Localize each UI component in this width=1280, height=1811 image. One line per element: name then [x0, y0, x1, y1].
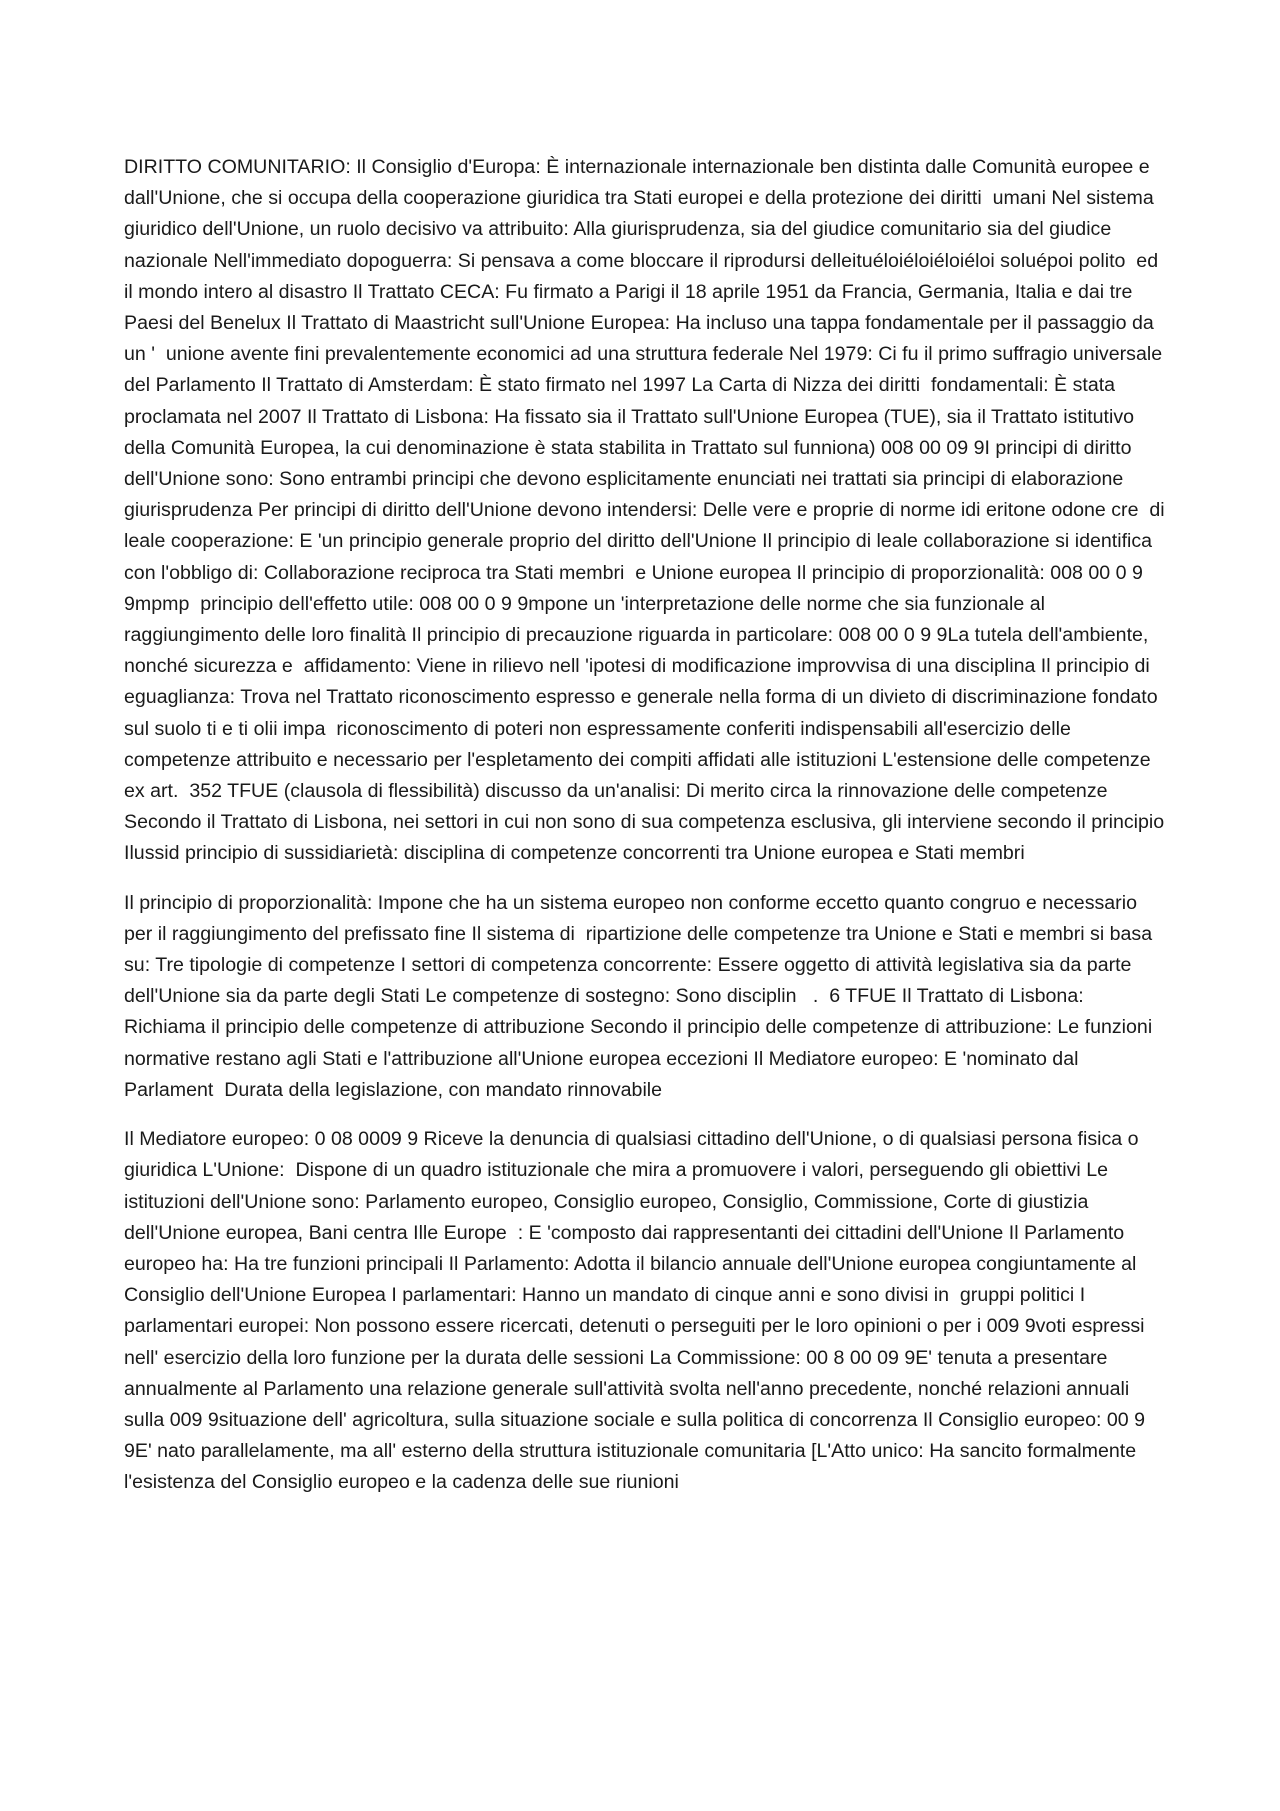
paragraph-1: DIRITTO COMUNITARIO: Il Consiglio d'Europa: È internazionale internazionale ben distinta dalle Comunità europee e dall'Unione, che si occupa della cooperazione giuridica tra Stati europei e della protezione dei diritti umani Nel sistema giuridico dell'Unione, un ruolo decisivo va attribuito: Alla giurisprudenza, sia del giudice comunitario sia del giudice nazionale Nell'immediato dopoguerra: Si pensava a come bloccare il riprodursi delleituéloiéloiéloiéloi soluépoi polito ed il mondo intero al disastro Il Trattato CECA: Fu firmato a Parigi il 18 aprile 1951 da Francia, Germania, Italia e dai tre Paesi del Benelux Il Trattato di Maastricht sull'Unione Europea: Ha incluso una tappa fondamentale per il passaggio da un ' unione avente fini prevalentemente economici ad una struttura federale Nel 1979: Ci fu il primo suffragio universale del Parlamento Il Trattato di Amsterdam: È stato firmato nel 1997 La Carta di Nizza dei diritti fondamentali: È stata proclamata nel 2007 Il Trattato di Lisbona: Ha fissato sia il Trattato sull'Unione Europea (TUE), sia il Trattato istitutivo della Comunità Europea, la cui denominazione è stata stabilita in Trattato sul funniona) 008 00 09 9I principi di diritto dell'Unione sono: Sono entrambi principi che devono esplicitamente enunciati nei trattati sia principi di elaborazione giurisprudenza Per principi di diritto dell'Unione devono intendersi: Delle vere e proprie di norme idi eritone odone cre di leale cooperazione: E 'un principio generale proprio del diritto dell'Unione Il principio di leale collaborazione si identifica con l'obbligo di: Collaborazione reciproca tra Stati membri e Unione europea Il principio di proporzionalità: 008 00 0 9 9mpmp principio dell'effetto utile: 008 00 0 9 9mpone un 'interpretazione delle norme che sia funzionale al raggiungimento delle loro finalità Il principio di precauzione riguarda in particolare: 008 00 0 9 9La tutela dell'ambiente, nonché sicurezza e affidamento: Viene in rilievo nell 'ipotesi di modificazione improvvisa di una disciplina Il principio di eguaglianza: Trova nel Trattato riconoscimento espresso e generale nella forma di un divieto di discriminazione fondato sul suolo ti e ti olii impa riconoscimento di poteri non espressamente conferiti indispensabili all'esercizio delle competenze attribuito e necessario per l'espletamento dei compiti affidati alle istituzioni L'estensione delle competenze ex art. 352 TFUE (clausola di flessibilità) discusso da un'analisi: Di merito circa la rinnovazione delle competenze Secondo il Trattato di Lisbona, nei settori in cui non sono di sua competenza esclusiva, gli interviene secondo il principio Ilussid principio di sussidiarietà: disciplina di competenze concorrenti tra Unione europea e Stati membri: [124, 156, 1171, 865]
paragraph-3: Il Mediatore europeo: 0 08 0009 9 Riceve la denuncia di qualsiasi cittadino dell'Unione, o di qualsiasi persona fisica o giuridica L'Unione: Dispone di un quadro istituzionale che mira a promuovere i valori, perseguendo gli obiettivi Le istituzioni dell'Unione sono: Parlamento europeo, Consiglio europeo, Consiglio, Commissione, Corte di giustizia dell'Unione europea, Bani centra Ille Europe : E 'composto dai rappresentanti dei cittadini dell'Unione Il Parlamento europeo ha: Ha tre funzioni principali Il Parlamento: Adotta il bilancio annuale dell'Unione europea congiuntamente al Consiglio dell'Unione Europea I parlamentari: Hanno un mandato di cinque anni e sono divisi in gruppi politici I parlamentari europei: Non possono essere ricercati, detenuti o perseguiti per le loro opinioni o per i 009 9voti espressi nell' esercizio della loro funzione per la durata delle sessioni La Commissione: 00 8 00 09 9E' tenuta a presentare annualmente al Parlamento una relazione generale sull'attività svolta nell'anno precedente, nonché relazioni annuali sulla 009 9situazione dell' agricoltura, sulla situazione sociale e sulla politica di concorrenza Il Consiglio europeo: 00 9 9E' nato parallelamente, ma all' esterno della struttura istituzionale comunitaria [L'Atto unico: Ha sancito formalmente l'esistenza del Consiglio europeo e la cadenza delle sue riunioni: [124, 1128, 1151, 1494]
paragraph-2: Il principio di proporzionalità: Impone che ha un sistema europeo non conforme eccetto quanto congruo e necessario per il raggiungimento del prefissato fine Il sistema di ripartizione delle competenze tra Unione e Stati e membri si basa su: Tre tipologie di competenze I settori di competenza concorrente: Essere oggetto di attività legislativa sia da parte dell'Unione sia da parte degli Stati Le competenze di sostegno: Sono disciplin . 6 TFUE Il Trattato di Lisbona: Richiama il principio delle competenze di attribuzione Secondo il principio delle competenze di attribuzione: Le funzioni normative restano agli Stati e l'attribuzione all'Unione europea eccezioni Il Mediatore europeo: E 'nominato dal Parlament Durata della legislazione, con mandato rinnovabile: [124, 891, 1158, 1101]
document-body: [124, 152, 1171, 1517]
